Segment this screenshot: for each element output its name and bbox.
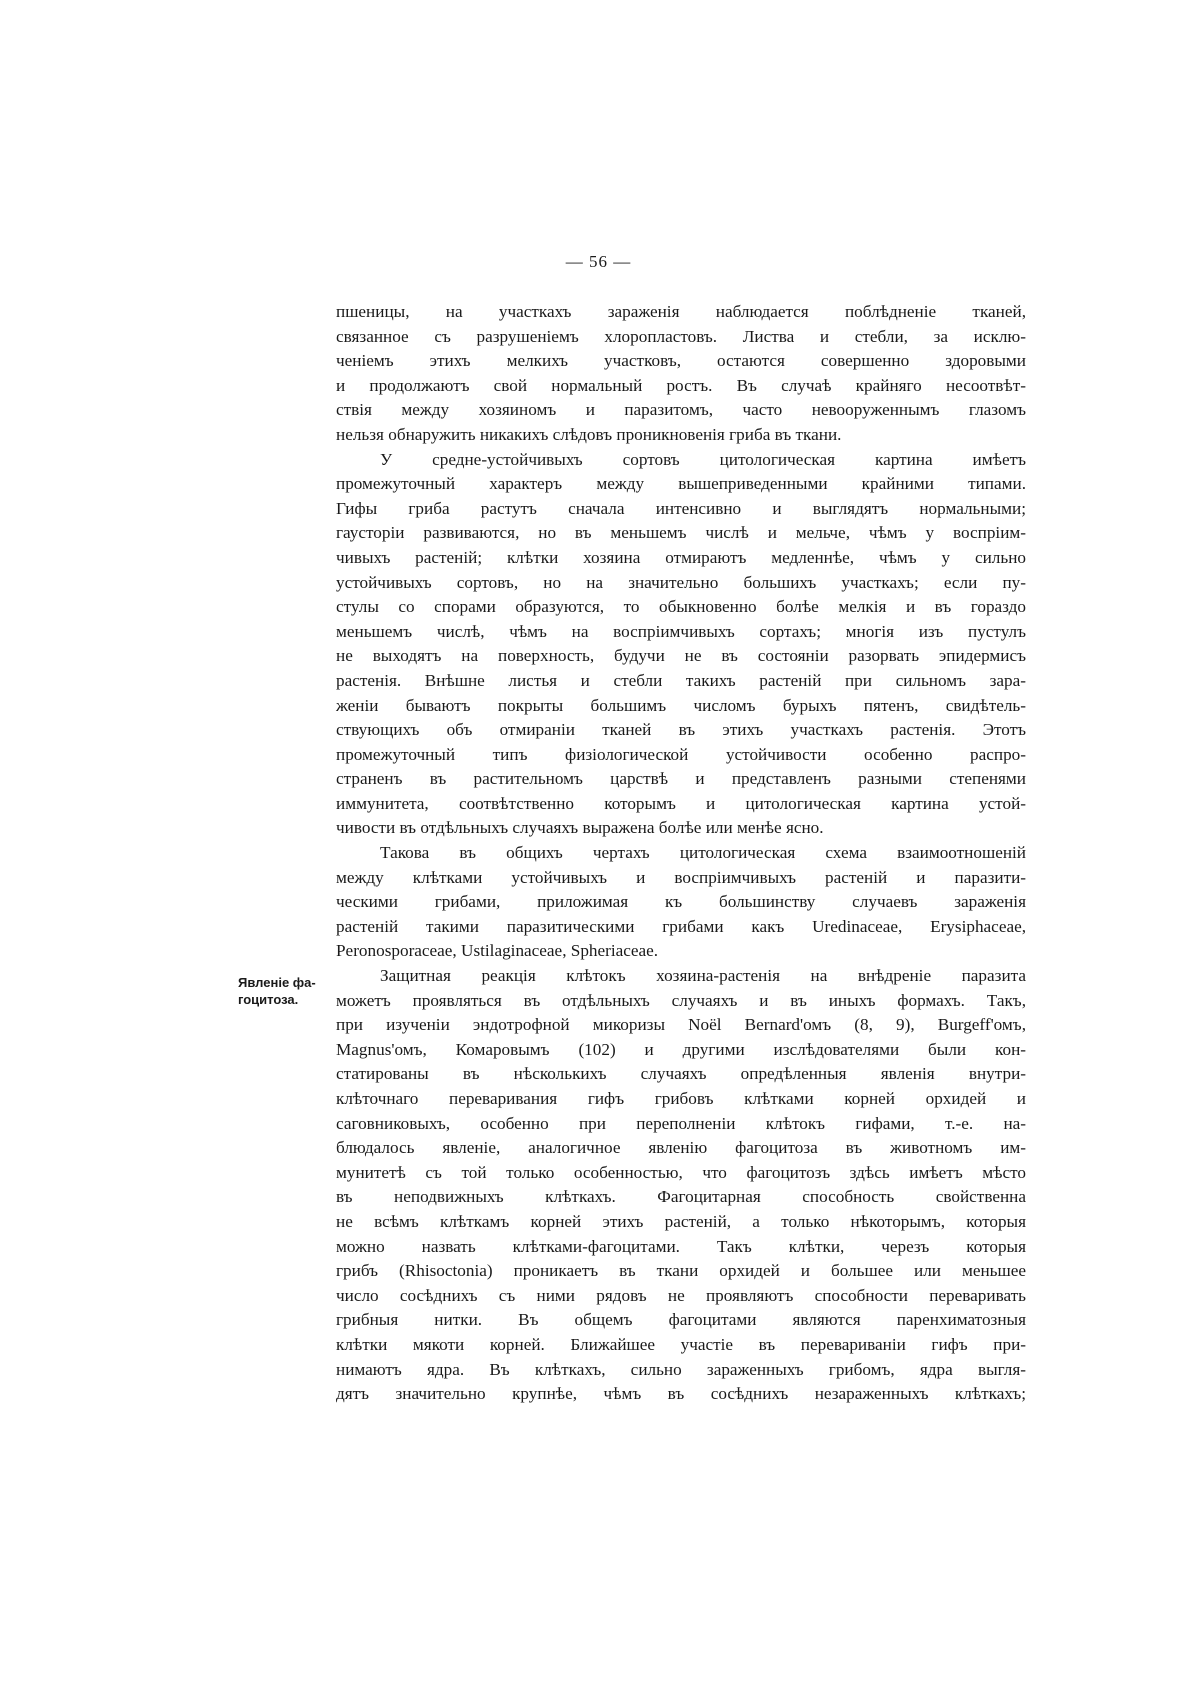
- text-line: между клѣтками устойчивыхъ и воспріимчивыхъ растеній и паразити-: [336, 867, 1026, 887]
- text-line: при изученіи эндотрофной микоризы Noël Bernard'омъ (8, 9), Burgeff'омъ,: [336, 1015, 1026, 1035]
- text-line: женіи бываютъ покрыты большимъ числомъ бурыхъ пятенъ, свидѣтель-: [336, 695, 1026, 715]
- text-line: статированы въ нѣсколькихъ случаяхъ опредѣленныя явленія внутри-: [336, 1064, 1026, 1084]
- text-line: грибныя нитки. Въ общемъ фагоцитами являются паренхиматозныя: [336, 1310, 1026, 1330]
- margin-note-line: гоцитоза.: [238, 992, 299, 1007]
- text-line: ствія между хозяиномъ и паразитомъ, часто невооруженнымъ глазомъ: [336, 400, 1026, 420]
- text-line: промежуточный типъ физіологической устойчивости особенно распро-: [336, 744, 1026, 764]
- text-line: въ неподвижныхъ клѣткахъ. Фагоцитарная способность свойственна: [336, 1187, 1026, 1207]
- text-line: блюдалось явленіе, аналогичное явленію фагоцитоза въ животномъ им-: [336, 1138, 1026, 1158]
- text-line: растенія. Внѣшне листья и стебли такихъ растеній при сильномъ зара-: [336, 670, 1026, 690]
- text-line: связанное съ разрушеніемъ хлоропластовъ. Листва и стебли, за исклю-: [336, 326, 1026, 346]
- text-line: страненъ въ растительномъ царствѣ и представленъ разными степенями: [336, 769, 1026, 789]
- text-line: дятъ значительно крупнѣе, чѣмъ въ сосѣднихъ незараженныхъ клѣткахъ;: [336, 1384, 1026, 1404]
- text-line: нимаютъ ядра. Въ клѣткахъ, сильно зараженныхъ грибомъ, ядра выгля-: [336, 1359, 1026, 1379]
- text-line: можетъ проявляться въ отдѣльныхъ случаяхъ и въ иныхъ формахъ. Такъ,: [336, 990, 1026, 1010]
- text-line: саговниковыхъ, особенно при переполненіи клѣтокъ гифами, т.-е. на-: [336, 1113, 1026, 1133]
- text-line: меньшемъ числѣ, чѣмъ на воспріимчивыхъ сортахъ; многія изъ пустулъ: [336, 621, 1026, 641]
- text-line: чивыхъ растеній; клѣтки хозяина отмираютъ медленнѣе, чѣмъ у сильно: [336, 547, 1026, 567]
- text-line: клѣтки мякоти корней. Ближайшее участіе въ перевариваніи гифъ при-: [336, 1334, 1026, 1354]
- text-line: можно назвать клѣтками-фагоцитами. Такъ клѣтки, черезъ которыя: [336, 1236, 1026, 1256]
- margin-note-line: Явленіе фа-: [238, 975, 316, 990]
- text-line: клѣточнаго переваривания гифъ грибовъ клѣтками корней орхидей и: [336, 1089, 1026, 1108]
- text-line: устойчивыхъ сортовъ, но на значительно большихъ участкахъ; если пу-: [336, 572, 1026, 592]
- text-line: ствующихъ объ отмираніи тканей въ этихъ участкахъ растенія. Этотъ: [336, 720, 1026, 740]
- text-line: нельзя обнаружить никакихъ слѣдовъ проникновенія гриба въ ткани.: [336, 424, 842, 444]
- text-line: У средне-устойчивыхъ сортовъ цитологическая картина имѣетъ: [380, 449, 1026, 469]
- text-line: грибъ (Rhisoctonia) проникаетъ въ ткани орхидей и большее или меньшее: [336, 1261, 1026, 1281]
- text-line: стулы со спорами образуются, то обыкновенно болѣе мелкія и въ гораздо: [336, 597, 1026, 617]
- text-line: растеній такими паразитическими грибами какъ Uredinaceae, Erysiphaceae,: [336, 916, 1026, 936]
- text-line: ченіемъ этихъ мелкихъ участковъ, остаются совершенно здоровыми: [336, 351, 1026, 371]
- text-line: Peronosporaceae, Ustilaginaceae, Spheriaceae.: [336, 941, 659, 961]
- text-line: мунитетѣ съ той только особенностью, что фагоцитозъ здѣсь имѣетъ мѣсто: [336, 1162, 1026, 1182]
- text-line: число сосѣднихъ съ ними рядовъ не проявляютъ способности переваривать: [336, 1285, 1026, 1305]
- text-line: чивости въ отдѣльныхъ случаяхъ выражена болѣе или менѣе ясно.: [336, 818, 824, 838]
- text-line: иммунитета, соотвѣтственно которымъ и цитологическая картина устой-: [336, 793, 1026, 813]
- body-text: [336, 300, 1026, 1431]
- page-number: — 56 —: [565, 252, 632, 271]
- text-line: гаусторіи развиваются, но въ меньшемъ числѣ и мельче, чѣмъ у воспріим-: [336, 523, 1026, 543]
- text-line: Такова въ общихъ чертахъ цитологическая схема взаимоотношеній: [380, 843, 1026, 863]
- text-line: не выходятъ на поверхность, будучи не въ состояніи разорвать эпидермисъ: [336, 646, 1026, 666]
- text-line: Защитная реакція клѣтокъ хозяина-растенія на внѣдреніе паразита: [380, 966, 1026, 986]
- margin-note: [238, 974, 328, 1008]
- text-line: пшеницы, на участкахъ зараженія наблюдается поблѣдненіе тканей,: [336, 302, 1026, 321]
- text-line: Magnus'омъ, Комаровымъ (102) и другими изслѣдователями были кон-: [336, 1039, 1026, 1059]
- text-line: промежуточный характеръ между вышеприведенными крайними типами.: [336, 474, 1026, 494]
- text-line: ческими грибами, приложимая къ большинству случаевъ зараженія: [336, 892, 1026, 912]
- text-line: и продолжаютъ свой нормальный ростъ. Въ случаѣ крайняго несоотвѣт-: [336, 375, 1026, 395]
- text-line: не всѣмъ клѣткамъ корней этихъ растеній, а только нѣкоторымъ, которыя: [336, 1211, 1026, 1231]
- text-line: Гифы гриба растутъ сначала интенсивно и выглядятъ нормальными;: [336, 498, 1026, 518]
- text-line: [336, 1407, 1026, 1432]
